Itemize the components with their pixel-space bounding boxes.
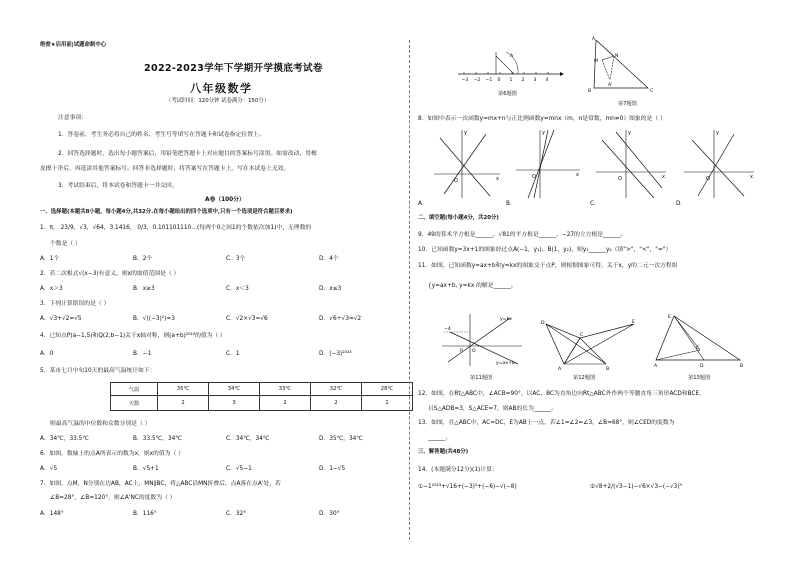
table-cell: 3 (209, 396, 260, 411)
q5-option-b: B．33.5℃，34℃ (133, 436, 182, 442)
q7-option-a: A．148° (40, 511, 64, 517)
svg-text:C: C (650, 89, 654, 92)
svg-text:x: x (750, 174, 753, 180)
q1-text-cont: 个数是（ ） (50, 241, 81, 247)
svg-text:D: D (541, 321, 545, 326)
table-cell: 1 (362, 396, 413, 411)
q2-option-a: A．x＞3 (40, 286, 63, 292)
q9-text: 9．49的算术平方根是______，√81的平方根是______，−27的立方根是______。 (418, 232, 627, 238)
part3-heading: 三、解答题(共48分) (418, 449, 469, 455)
part2-heading: 二、填空题(每小题4分，共20分) (418, 215, 499, 221)
q5-option-d: D．35℃，34℃ (319, 436, 363, 442)
q2-option-c: C．x＜3 (226, 286, 249, 292)
svg-text:E: E (668, 315, 671, 320)
q13-text: 13．如图，在△ABC中，AC=DC，E为AB上一点，若∠1=∠2=∠3，∠B=68°，则∠CED的度数为 (418, 420, 675, 426)
left-column (40, 0, 415, 562)
q3-option-a: A．√3+√2=√5 (40, 316, 82, 322)
figure-7-triangle (588, 36, 668, 92)
figure-13-caption: 第13题图 (688, 375, 711, 381)
q5-option-c: C．34℃，34℃ (226, 436, 270, 442)
svg-text:y: y (464, 130, 467, 136)
q11-text-cont: {y=ax+b, y=kx 的解是______。 (428, 283, 517, 289)
q8-graph-d (684, 130, 754, 198)
q5-temperature-table (110, 382, 413, 411)
right-column (418, 0, 758, 562)
svg-text:N: N (615, 54, 619, 59)
table-row (111, 396, 413, 411)
exam-title: 2022-2023学年下学期开学摸底考试卷 (144, 63, 323, 74)
numberline-tick-label: 3 (533, 78, 537, 83)
q8-graph-b (516, 130, 580, 198)
table-cell: 2 (260, 396, 311, 411)
q3-option-d: D．√6÷√3=√2 (319, 316, 362, 322)
q4-option-c: C．1 (226, 351, 240, 357)
svg-text:O: O (472, 349, 476, 354)
q12-text: 12．如图，在Rt△ABC中，∠ACB=90°，以AC、BC为直角边向Rt△ABC外作两个等腰直角三角形ACD和BCE， (418, 391, 705, 397)
q5-text-cont: 则最高气温的中位数和众数分别是（ ） (50, 421, 151, 427)
svg-text:C: C (696, 346, 700, 351)
section-a-title: A卷（100分） (205, 197, 245, 203)
q6-option-c: C．√5−1 (226, 466, 252, 472)
svg-text:M: M (594, 59, 598, 64)
q3-option-b: B．√((−3)²)=3 (133, 316, 175, 322)
svg-text:A: A (558, 367, 562, 370)
q4-option-b: B．−1 (133, 351, 152, 357)
q1-option-a: A．1个 (40, 256, 60, 262)
q11-text: 11．如图，已知函数y=ax+b和y=kx的图象交于点P，则根据图象可得，关于x，y的二元一次方程组 (418, 263, 678, 269)
q1-text: 1．π， 23/9，√3，√64，3.1416， 0/3，0.101101110…(每两个0之间1的个数依次加1)中，无理数的 (40, 225, 312, 231)
q6-option-b: B．√5+1 (133, 466, 159, 472)
numberline-tick-label: 1 (509, 78, 513, 83)
svg-text:x: x (576, 172, 579, 178)
q6-option-a: A．√5 (40, 466, 58, 472)
figure-6-number-line (456, 46, 566, 86)
svg-text:A: A (510, 54, 514, 59)
q8-text: 8．如图中表示一次函数y=mx+n与正比例函数y=mnx（m，n是常数，mn≠0）图象的是（ ） (418, 116, 666, 122)
q8-option-d: D． (676, 201, 687, 207)
svg-text:y: y (628, 130, 631, 136)
figure-13-triangle (654, 312, 746, 368)
table-cell: 28℃ (362, 383, 413, 396)
column-divider (409, 40, 410, 540)
figure-11-lines (440, 312, 526, 368)
table-cell: 35℃ (158, 383, 209, 396)
svg-text:B: B (588, 89, 592, 92)
q7-text-cont: ∠B=28°，∠B=120°，则∠A'NC的度数为（ ） (50, 495, 176, 501)
q14-part-2: ②√8+2/(√3−1)−√6×√3−(−√3)° (590, 484, 683, 490)
svg-text:A: A (654, 364, 658, 368)
numberline-tick-label: 2 (521, 78, 525, 83)
q8-option-c: C． (590, 201, 600, 207)
figure-6-caption: 第6题图 (498, 91, 517, 97)
note-1: 1．答卷前，考生务必将自己的姓名、考生号等填写在答题卡和试卷指定位置上。 (58, 132, 265, 138)
q1-option-d: D．4个 (319, 256, 339, 262)
svg-text:B: B (606, 367, 610, 370)
figure-11-caption: 第11题图 (470, 375, 493, 381)
svg-text:A: A (592, 37, 596, 42)
q3-option-c: C．√2×√3=√6 (226, 316, 268, 322)
q1-option-c: C．3个 (226, 256, 246, 262)
q2-text: 2．若二次根式√(x−3)有意义，则x的取值范围是（ ） (40, 271, 180, 277)
table-cell: 34℃ (209, 383, 260, 396)
note-2-cont: 皮擦干净后，再选涂其他答案标号。回答非选择题时，将答案写在答题卡上，写在本试卷上无效。 (40, 166, 290, 172)
numberline-tick-label: 0 (497, 78, 501, 83)
q7-option-d: D．30° (319, 511, 340, 517)
svg-text:O: O (532, 174, 536, 180)
q5-text: 5．某市七月中旬10天的最高气温统计如下： (40, 368, 156, 374)
numberline-tick-label: 4 (545, 78, 549, 83)
q2-option-b: B．x≥3 (133, 286, 155, 292)
svg-text:x: x (662, 174, 665, 180)
svg-text:O: O (454, 178, 458, 184)
q8-option-a: A． (418, 201, 428, 207)
table-cell: 32℃ (311, 383, 362, 396)
table-cell: 33℃ (260, 383, 311, 396)
q8-graph-c (596, 130, 666, 198)
numberline-tick-label: −1 (485, 78, 493, 83)
q4-option-a: A．0 (40, 351, 54, 357)
q4-option-d: D．(−3)²⁰²³ (319, 351, 352, 357)
exam-subject: 八年级数学 (190, 82, 253, 95)
q4-text: 4．已知点P(a−1,5)和Q(2,b−1)关于x轴对称，则(a+b)²⁰²³的值为（ ） (40, 333, 226, 339)
svg-text:O: O (618, 176, 622, 182)
notes-heading: 注意事项： (58, 115, 87, 121)
q7-option-c: C．32° (226, 511, 247, 517)
part1-heading: 一、选择题(本题共8小题，每小题4分,共32分.在每小题给出的四个选项中,只有一个选项是符合题目要求) (40, 209, 293, 215)
svg-text:P: P (460, 349, 463, 354)
svg-text:O: O (706, 176, 710, 182)
q8-option-b: B． (506, 201, 516, 207)
numberline-tick-label: −3 (461, 78, 469, 83)
figure-7-caption: 第7题图 (618, 101, 637, 107)
q6-text: 6．如图，数轴上的点A所表示的数为x，则x的值为（ ） (40, 451, 184, 457)
q2-option-d: D．x≤3 (319, 286, 342, 292)
q5-option-a: A．34℃，33.5℃ (40, 436, 89, 442)
q8-graph-a (434, 130, 500, 198)
svg-text:E: E (632, 320, 635, 325)
svg-text:A': A' (608, 83, 613, 88)
exam-meta: （考试时间：120分钟 试卷满分：150分） (166, 98, 270, 104)
svg-text:D: D (700, 364, 704, 368)
table-cell: 天数 (111, 396, 158, 411)
note-3: 3．考试结束后，将本试卷和答题卡一并交回。 (58, 183, 178, 189)
svg-text:y: y (716, 130, 719, 136)
svg-text:−4: −4 (444, 327, 451, 332)
table-cell: 气温 (111, 383, 158, 396)
q13-text-cont: ______。 (428, 435, 452, 441)
numberline-tick-label: −2 (473, 78, 481, 83)
q10-text: 10．已知函数y=3x+1的图象经过点A(−1，y₁)、B(1，y₂)，则y₁______y₂（填">"，"<"，"="） (418, 247, 672, 253)
svg-text:y=kx: y=kx (500, 317, 512, 322)
svg-text:C: C (580, 333, 584, 338)
q6-option-d: D．1−√5 (319, 466, 346, 472)
secret-label: 绝密★启用前|试题命制中心 (40, 42, 107, 48)
q3-text: 3．下列计算错误的是（ ） (40, 301, 110, 307)
table-cell: 2 (311, 396, 362, 411)
note-2: 2．回答选择题时，选出每小题答案后，用铅笔把答题卡上对应题目的答案标号涂黑。如需改动，用橡 (58, 151, 317, 157)
figure-12-triangles (540, 316, 640, 370)
svg-text:B: B (740, 364, 744, 368)
table-cell: 2 (158, 396, 209, 411)
q14-text: 14．(本题满分12分)(1)计算： (418, 467, 498, 473)
q14-part-1: ①−1²⁰²³+√16+(−3)²+(−6)−√(−8) (418, 484, 517, 490)
q1-option-b: B．2个 (133, 256, 153, 262)
svg-text:y: y (542, 130, 545, 136)
table-row (111, 383, 413, 396)
svg-text:y=ax+b: y=ax+b (496, 361, 515, 366)
q8-graphs (430, 128, 760, 200)
svg-text:x: x (496, 176, 499, 182)
q7-option-b: B．116° (133, 511, 157, 517)
q12-text-cont: 且S△ADB=3，S△ACE=7，则AB的长为______。 (428, 406, 558, 412)
q7-text: 7．如图，点M，N分别在边AB，AC上，MN∥BC，将△ABC沿MN折叠后，点A落在点A'处，若 (40, 481, 281, 487)
figure-12-caption: 第12题图 (573, 375, 596, 381)
